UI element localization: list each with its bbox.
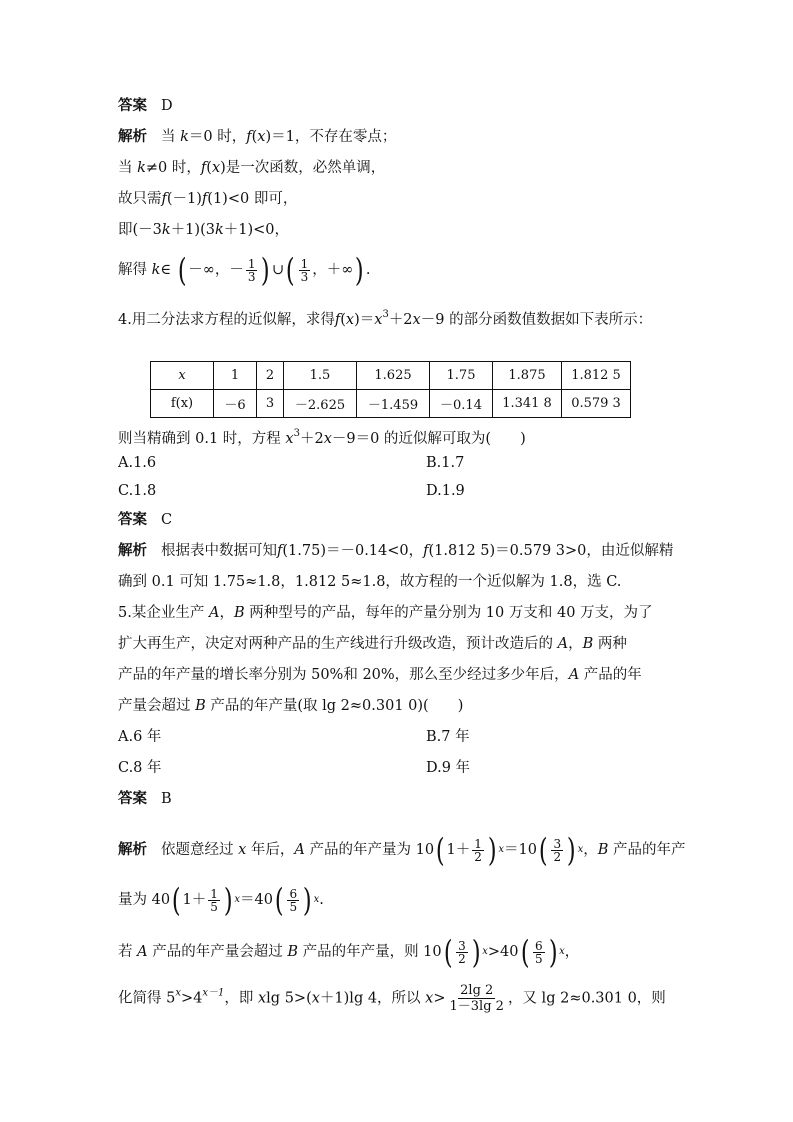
choice-c[interactable]: C.1.8 (118, 483, 157, 499)
table-cell: 1.75 (430, 362, 493, 390)
table-cell: 1.5 (284, 362, 357, 390)
interval-2: ( $\frac{1}{3}$ ，＋∞ ) (285, 251, 364, 289)
table-cell: 1.875 (493, 362, 562, 390)
q5-stem-3: 产品的年产量的增长率分别为 50%和 20%，那么至少经过多少年后，A 产品的年 (118, 667, 642, 683)
table-cell: 0.579 3 (562, 390, 631, 418)
interval-1: ( －∞，－ $\frac{1}{3}$ ) (177, 251, 271, 289)
q3-answer-line (118, 96, 173, 116)
table-row-x (151, 362, 631, 390)
q3-analysis-line-2: 当 k≠0 时，f(x)是一次函数，必然单调， (118, 160, 386, 176)
table-cell: 2 (257, 362, 284, 390)
table-cell: 1.625 (357, 362, 430, 390)
table-cell: 1.812 5 (562, 362, 631, 390)
q5-stem-4: 产量会超过 B 产品的年产量(取 lg 2≈0.301 0)( ) (118, 698, 464, 714)
q3-analysis-line-1: 解析 当 k＝0 时，f(x)＝1，不存在零点； (118, 128, 397, 145)
q4-choices-row-1 (118, 453, 156, 473)
q4-answer-line: 答案 C (118, 511, 173, 528)
q5-choices-row-1 (118, 727, 161, 747)
table-cell: 1.341 8 (493, 390, 562, 418)
table-header-x: x (151, 362, 214, 390)
growth-expr-a-simplified: ( $\frac{3}{2}$ ) x (538, 831, 584, 869)
table-cell: －0.14 (430, 390, 493, 418)
inequality-left: ( $\frac{3}{2}$ ) x (443, 933, 488, 971)
answer-label: 答案 (118, 97, 147, 114)
answer-value: D (161, 98, 173, 114)
q5-analysis-line-4: 化简得 $5^x>4^{x-1}$，即 xlg 5>(x＋1)lg 4，所以 x> $\frac{2\lg 2}{1-3\lg 2}$ ，又 lg 2≈0.301 0，则 (118, 983, 666, 1014)
choice-d[interactable]: D.1.9 (426, 483, 465, 499)
q3-analysis-line-3: 故只需f(－1)f(1)<0 即可， (118, 191, 298, 207)
choice-d[interactable]: D.9 年 (426, 760, 471, 776)
q3-analysis-line-5: 解得 k∈ ( －∞，－ $\frac{1}{3}$ ) ∪ ( $\frac{1}{3}$ ，＋∞ ) . (118, 251, 371, 289)
q5-analysis-line-2: 量为 40 ( 1＋ $\frac{1}{5}$ ) x ＝40 ( $\frac{6}{5}$ ) x . (118, 881, 324, 919)
q4-question: 则当精确到 0.1 时，方程 $x^3+2x-9=0$ 的近似解可取为( ) (118, 428, 526, 447)
table-cell: －1.459 (357, 390, 430, 418)
q4-stem: 4.用二分法求方程的近似解，求得$f(x)=x^3+2x-9$ 的部分函数值数据如下表所示： (118, 309, 653, 328)
table-cell: 1 (214, 362, 257, 390)
inequality-right: ( $\frac{6}{5}$ ) x (520, 933, 565, 971)
q5-choices-row-2 (118, 758, 162, 778)
choice-a[interactable]: A.1.6 (118, 455, 157, 471)
table-cell: －6 (214, 390, 257, 418)
analysis-label: 解析 (118, 128, 147, 145)
q4-analysis-line-1: 解析 根据表中数据可知f(1.75)＝－0.14<0，f(1.812 5)＝0.579 3>0，由近似解精 (118, 542, 674, 559)
choice-a[interactable]: A.6 年 (118, 729, 162, 745)
q5-answer-line: 答案 B (118, 790, 172, 807)
q5-analysis-line-1: 解析 依题意经过 x 年后，A 产品的年产量为 10 ( 1＋ $\frac{1}{2}$ ) x ＝10 ( $\frac{3}{2}$ ) x ，B 产品的年产 (118, 831, 686, 869)
function-values-table (150, 361, 631, 418)
choice-c[interactable]: C.8 年 (118, 760, 162, 776)
table-row-fx (151, 390, 631, 418)
growth-expr-a: ( 1＋ $\frac{1}{2}$ ) x (435, 831, 505, 869)
q5-analysis-line-3: 若 A 产品的年产量会超过 B 产品的年产量，则 10 ( $\frac{3}{2}$ ) x >40 ( $\frac{6}{5}$ ) x ， (118, 933, 580, 971)
growth-expr-b: ( 1＋ $\frac{1}{5}$ ) x (171, 881, 241, 919)
log-fraction: $\frac{2\lg 2}{1-3\lg 2}$ (449, 983, 504, 1014)
table-header-fx: f(x) (151, 390, 214, 418)
q4-choices-row-2 (118, 481, 156, 501)
choice-b[interactable]: B.7 年 (426, 729, 470, 745)
q5-stem-1: 5.某企业生产 A，B 两种型号的产品，每年的产量分别为 10 万支和 40 万支，为了 (118, 605, 653, 621)
q4-analysis-line-2: 确到 0.1 可知 1.75≈1.8，1.812 5≈1.8，故方程的一个近似解为 1.8，选 C. (118, 574, 622, 590)
table-cell: 3 (257, 390, 284, 418)
q5-stem-2: 扩大再生产，决定对两种产品的生产线进行升级改造，预计改造后的 A，B 两种 (118, 636, 627, 652)
q3-analysis-line-4: 即(－3k＋1)(3k＋1)<0， (118, 222, 290, 238)
choice-b[interactable]: B.1.7 (426, 455, 465, 471)
table-cell: －2.625 (284, 390, 357, 418)
growth-expr-b-simplified: ( $\frac{6}{5}$ ) x (274, 881, 320, 919)
